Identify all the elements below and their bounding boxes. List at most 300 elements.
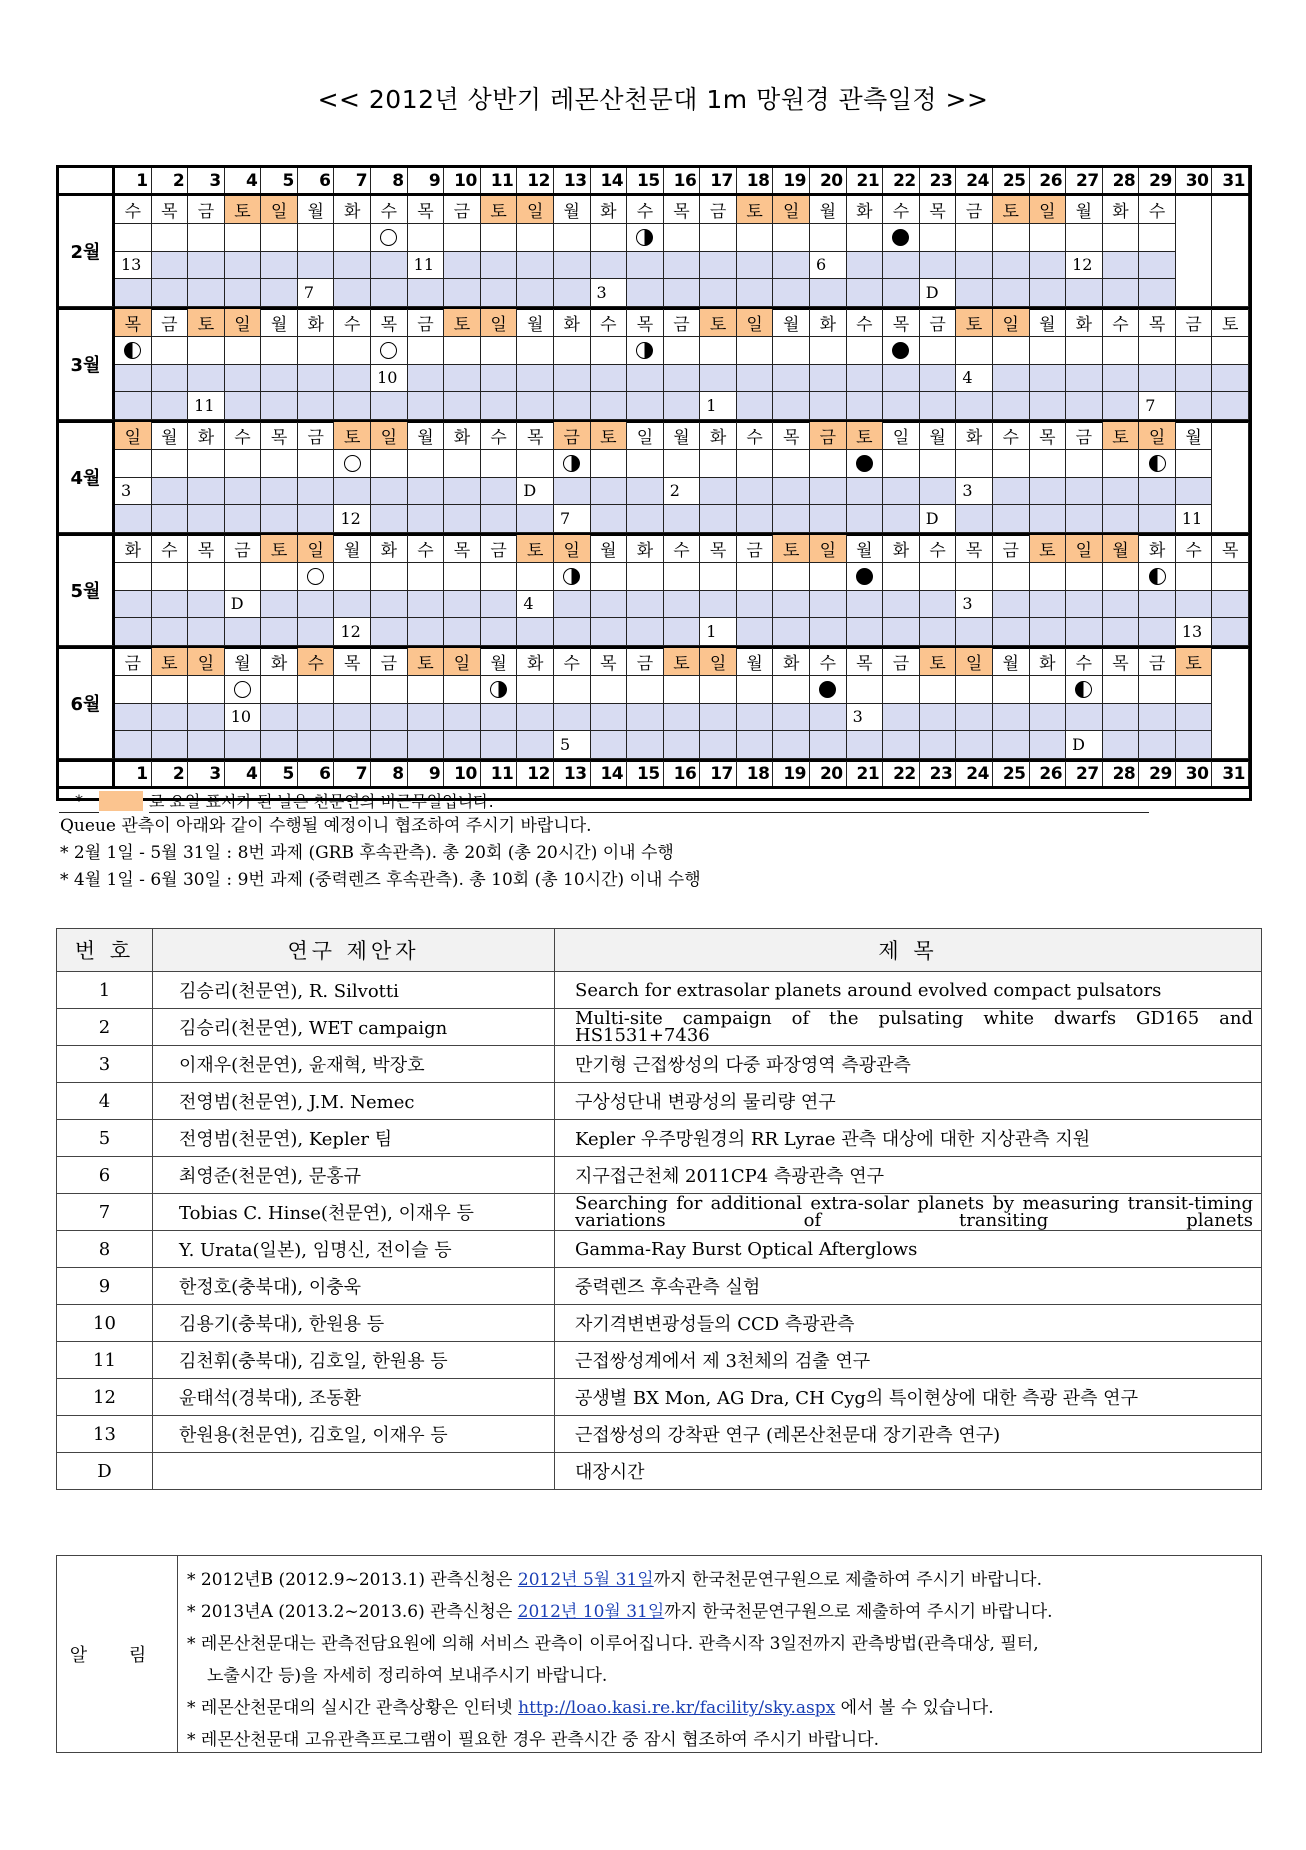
moon-phase-cell bbox=[444, 676, 481, 704]
table-row bbox=[57, 1009, 1262, 1046]
schedule-cell bbox=[847, 591, 884, 619]
queue-line: * 4월 1일 - 6월 30일 : 9번 과제 (중력렌즈 후속관측). 총 10회 (총 10시간) 이내 수행 bbox=[60, 870, 701, 890]
moon-fq-icon bbox=[563, 568, 580, 585]
weekday-cell: 목 bbox=[700, 535, 737, 563]
moon-phase-cell bbox=[883, 450, 920, 478]
schedule-cell bbox=[444, 704, 481, 732]
schedule-cell bbox=[1139, 731, 1176, 759]
weekday-cell: 토 bbox=[737, 196, 774, 224]
table-row bbox=[57, 1120, 1262, 1157]
schedule-cell bbox=[225, 392, 262, 420]
schedule-cell bbox=[1030, 392, 1067, 420]
schedule-cell bbox=[591, 365, 628, 393]
moon-lq-icon bbox=[1075, 681, 1092, 698]
moon-phase-cell bbox=[847, 563, 884, 591]
schedule-cell bbox=[1030, 731, 1067, 759]
deadline-link[interactable]: 2012년 10월 31일 bbox=[517, 1602, 665, 1622]
table-row bbox=[57, 1083, 1262, 1120]
moon-phase-cell bbox=[627, 563, 664, 591]
schedule-cell bbox=[664, 505, 701, 533]
moon-phase-cell bbox=[298, 450, 335, 478]
schedule-cell bbox=[993, 731, 1030, 759]
moon-phase-cell bbox=[700, 337, 737, 365]
moon-phase-cell bbox=[1030, 450, 1067, 478]
weekday-cell: 월 bbox=[847, 535, 884, 563]
calendar-header-day-number: 14 bbox=[591, 168, 628, 194]
calendar-footer-day-number: 4 bbox=[225, 761, 262, 787]
moon-phase-cell bbox=[1066, 337, 1103, 365]
calendar-footer-day-number: 12 bbox=[517, 761, 554, 787]
moon-new-icon bbox=[856, 455, 873, 472]
moon-phase-cell bbox=[408, 676, 445, 704]
moon-full-icon bbox=[307, 568, 324, 585]
schedule-cell: D bbox=[517, 478, 554, 506]
weekday-cell: 목 bbox=[591, 648, 628, 676]
schedule-cell bbox=[591, 591, 628, 619]
schedule-cell bbox=[334, 365, 371, 393]
weekday-cell: 금 bbox=[810, 422, 847, 450]
weekday-cell: 금 bbox=[993, 535, 1030, 563]
moon-phase-cell bbox=[408, 450, 445, 478]
schedule-cell bbox=[920, 365, 957, 393]
schedule-cell bbox=[225, 505, 262, 533]
weekday-cell: 수 bbox=[371, 196, 408, 224]
schedule-cell bbox=[737, 252, 774, 280]
moon-phase-cell bbox=[188, 450, 225, 478]
schedule-cell bbox=[1103, 704, 1140, 732]
schedule-cell bbox=[700, 252, 737, 280]
weekday-cell: 수 bbox=[298, 648, 335, 676]
schedule-cell bbox=[444, 731, 481, 759]
schedule-cell: 11 bbox=[188, 392, 225, 420]
moon-phase-cell bbox=[920, 676, 957, 704]
weekday-cell: 월 bbox=[1030, 309, 1067, 337]
schedule-cell bbox=[115, 591, 152, 619]
schedule-cell bbox=[371, 704, 408, 732]
moon-phase-cell bbox=[115, 450, 152, 478]
moon-phase-cell bbox=[920, 224, 957, 252]
weekday-cell: 일 bbox=[554, 535, 591, 563]
notice-text: 에서 볼 수 있습니다. bbox=[835, 1698, 994, 1718]
moon-phase-cell bbox=[700, 450, 737, 478]
schedule-cell bbox=[517, 365, 554, 393]
schedule-cell bbox=[1103, 731, 1140, 759]
project-proposer: 한원용(천문연), 김호일, 이재우 등 bbox=[153, 1416, 555, 1453]
schedule-cell bbox=[444, 279, 481, 307]
schedule-cell bbox=[298, 392, 335, 420]
table-row bbox=[57, 972, 1262, 1009]
schedule-cell bbox=[1103, 392, 1140, 420]
weekday-cell: 수 bbox=[737, 422, 774, 450]
moon-phase-cell bbox=[737, 337, 774, 365]
moon-phase-cell bbox=[737, 224, 774, 252]
moon-phase-cell bbox=[225, 676, 262, 704]
weekday-cell: 화 bbox=[810, 309, 847, 337]
weekday-cell: 금 bbox=[664, 309, 701, 337]
schedule-cell bbox=[481, 365, 518, 393]
moon-phase-cell bbox=[591, 563, 628, 591]
schedule-cell bbox=[956, 252, 993, 280]
moon-fq-icon bbox=[563, 455, 580, 472]
header-number: 번 호 bbox=[57, 929, 153, 972]
moon-phase-cell bbox=[188, 676, 225, 704]
schedule-cell bbox=[773, 279, 810, 307]
moon-phase-cell bbox=[664, 450, 701, 478]
project-number: 10 bbox=[57, 1305, 153, 1342]
schedule-cell bbox=[1030, 505, 1067, 533]
schedule-cell bbox=[773, 618, 810, 646]
table-row bbox=[57, 1046, 1262, 1083]
schedule-cell bbox=[920, 731, 957, 759]
project-number: 9 bbox=[57, 1268, 153, 1305]
moon-phase-cell bbox=[1103, 676, 1140, 704]
weekday-cell: 수 bbox=[664, 535, 701, 563]
moon-phase-cell bbox=[188, 563, 225, 591]
moon-phase-cell bbox=[773, 337, 810, 365]
schedule-cell bbox=[737, 392, 774, 420]
notice-text: 까지 한국천문연구원으로 제출하여 주시기 바랍니다. bbox=[664, 1602, 1053, 1622]
moon-phase-cell bbox=[225, 337, 262, 365]
weekday-cell: 수 bbox=[1066, 648, 1103, 676]
schedule-cell bbox=[261, 618, 298, 646]
calendar-header-day-number: 8 bbox=[371, 168, 408, 194]
table-row bbox=[57, 1416, 1262, 1453]
project-title: 자기격변변광성들의 CCD 측광관측 bbox=[555, 1305, 1262, 1342]
weekday-cell: 월 bbox=[554, 196, 591, 224]
moon-full-icon bbox=[380, 342, 397, 359]
schedule-cell bbox=[444, 392, 481, 420]
schedule-cell bbox=[481, 392, 518, 420]
weekday-cell: 월 bbox=[298, 196, 335, 224]
schedule-cell bbox=[334, 392, 371, 420]
header-proposer: 연구 제안자 bbox=[153, 929, 555, 972]
schedule-cell bbox=[993, 505, 1030, 533]
schedule-cell bbox=[591, 478, 628, 506]
calendar-header-day-number: 5 bbox=[261, 168, 298, 194]
moon-phase-cell bbox=[883, 563, 920, 591]
calendar-header-day-number: 27 bbox=[1066, 168, 1103, 194]
project-proposer: 윤태석(경북대), 조동환 bbox=[153, 1379, 555, 1416]
weekday-cell: 토 bbox=[261, 535, 298, 563]
project-table bbox=[56, 928, 1262, 1490]
schedule-cell bbox=[920, 478, 957, 506]
calendar-footer-day-number: 8 bbox=[371, 761, 408, 787]
calendar-header-day-number: 31 bbox=[1212, 168, 1249, 194]
schedule-cell bbox=[956, 279, 993, 307]
project-title: Search for extrasolar planets around evolved compact pulsators bbox=[555, 972, 1262, 1009]
schedule-cell bbox=[517, 279, 554, 307]
schedule-cell bbox=[115, 505, 152, 533]
weekday-cell: 금 bbox=[371, 648, 408, 676]
moon-phase-cell bbox=[920, 337, 957, 365]
moon-phase-cell bbox=[152, 676, 189, 704]
moon-phase-cell bbox=[298, 676, 335, 704]
weekday-cell: 일 bbox=[444, 648, 481, 676]
schedule-cell bbox=[152, 279, 189, 307]
schedule-cell bbox=[1176, 392, 1213, 420]
schedule-cell bbox=[627, 731, 664, 759]
schedule-cell bbox=[261, 731, 298, 759]
project-title: 근접쌍성계에서 제 3천체의 검출 연구 bbox=[555, 1342, 1262, 1379]
schedule-cell bbox=[517, 252, 554, 280]
schedule-cell: 1 bbox=[700, 618, 737, 646]
schedule-cell: 10 bbox=[371, 365, 408, 393]
schedule-cell bbox=[664, 365, 701, 393]
moon-full-icon bbox=[380, 229, 397, 246]
schedule-cell bbox=[152, 365, 189, 393]
weekday-cell: 토 bbox=[700, 309, 737, 337]
schedule-cell bbox=[847, 505, 884, 533]
weekday-cell: 일 bbox=[993, 309, 1030, 337]
moon-phase-cell bbox=[1030, 224, 1067, 252]
schedule-cell bbox=[847, 618, 884, 646]
weekday-cell: 금 bbox=[1066, 422, 1103, 450]
schedule-cell bbox=[554, 252, 591, 280]
schedule-cell bbox=[152, 591, 189, 619]
weekday-cell: 수 bbox=[1176, 535, 1213, 563]
schedule-cell: 3 bbox=[956, 478, 993, 506]
moon-phase-cell bbox=[554, 676, 591, 704]
empty-cell bbox=[1212, 422, 1249, 533]
weekday-cell: 수 bbox=[481, 422, 518, 450]
moon-phase-cell bbox=[225, 563, 262, 591]
notice-line bbox=[187, 1596, 1253, 1628]
schedule-cell bbox=[883, 392, 920, 420]
schedule-cell bbox=[517, 731, 554, 759]
weekday-cell: 수 bbox=[1103, 309, 1140, 337]
schedule-cell bbox=[993, 392, 1030, 420]
schedule-cell bbox=[152, 392, 189, 420]
weekday-cell: 일 bbox=[1066, 535, 1103, 563]
schedule-cell bbox=[773, 392, 810, 420]
moon-phase-cell bbox=[371, 676, 408, 704]
moon-phase-cell bbox=[554, 563, 591, 591]
schedule-cell bbox=[261, 252, 298, 280]
moon-phase-cell bbox=[371, 337, 408, 365]
moon-phase-cell bbox=[481, 563, 518, 591]
weekday-cell: 일 bbox=[371, 422, 408, 450]
weekday-cell: 일 bbox=[700, 648, 737, 676]
schedule-cell bbox=[591, 252, 628, 280]
schedule-cell bbox=[1176, 478, 1213, 506]
schedule-cell: D bbox=[225, 591, 262, 619]
schedule-cell bbox=[1030, 591, 1067, 619]
weekday-cell: 월 bbox=[517, 309, 554, 337]
weekday-cell: 화 bbox=[847, 196, 884, 224]
weekday-cell: 수 bbox=[334, 309, 371, 337]
schedule-cell bbox=[554, 279, 591, 307]
schedule-cell bbox=[554, 478, 591, 506]
moon-phase-cell bbox=[956, 337, 993, 365]
moon-new-icon bbox=[856, 568, 873, 585]
calendar-header-day-number: 16 bbox=[664, 168, 701, 194]
weekday-cell: 수 bbox=[152, 535, 189, 563]
schedule-cell bbox=[517, 618, 554, 646]
weekday-cell: 목 bbox=[664, 196, 701, 224]
table-row bbox=[57, 1231, 1262, 1268]
schedule-cell bbox=[225, 279, 262, 307]
schedule-cell bbox=[627, 365, 664, 393]
moon-phase-cell bbox=[1066, 563, 1103, 591]
schedule-cell bbox=[664, 392, 701, 420]
calendar-footer-day-number: 28 bbox=[1103, 761, 1140, 787]
schedule-cell bbox=[1176, 731, 1213, 759]
weekday-cell: 토 bbox=[956, 309, 993, 337]
moon-phase-cell bbox=[847, 224, 884, 252]
moon-phase-cell bbox=[334, 337, 371, 365]
schedule-cell bbox=[261, 591, 298, 619]
schedule-cell bbox=[627, 478, 664, 506]
schedule-cell: 5 bbox=[554, 731, 591, 759]
schedule-cell bbox=[700, 478, 737, 506]
schedule-cell bbox=[627, 392, 664, 420]
schedule-cell bbox=[444, 252, 481, 280]
schedule-cell bbox=[810, 365, 847, 393]
schedule-cell bbox=[773, 591, 810, 619]
schedule-cell bbox=[1139, 591, 1176, 619]
schedule-cell bbox=[883, 365, 920, 393]
schedule-cell bbox=[773, 505, 810, 533]
notice-text: * 레몬산천문대의 실시간 관측상황은 인터넷 bbox=[187, 1698, 519, 1718]
schedule-cell bbox=[298, 704, 335, 732]
empty-cell bbox=[1212, 196, 1249, 307]
calendar-footer-day-number: 3 bbox=[188, 761, 225, 787]
weekday-cell: 일 bbox=[188, 648, 225, 676]
weekday-cell: 토 bbox=[664, 648, 701, 676]
schedule-cell bbox=[1103, 505, 1140, 533]
calendar-footer-day-number: 18 bbox=[737, 761, 774, 787]
weekday-cell: 금 bbox=[481, 535, 518, 563]
moon-phase-cell bbox=[188, 337, 225, 365]
schedule-cell bbox=[993, 478, 1030, 506]
calendar-footer-day-number: 14 bbox=[591, 761, 628, 787]
schedule-cell bbox=[737, 704, 774, 732]
weekday-cell: 토 bbox=[1030, 535, 1067, 563]
weekday-cell: 토 bbox=[1103, 422, 1140, 450]
calendar-header-day-number: 11 bbox=[481, 168, 518, 194]
schedule-cell bbox=[334, 478, 371, 506]
weekday-cell: 월 bbox=[1066, 196, 1103, 224]
project-title: 만기형 근접쌍성의 다중 파장영역 측광관측 bbox=[555, 1046, 1262, 1083]
schedule-cell bbox=[1139, 252, 1176, 280]
schedule-cell bbox=[371, 591, 408, 619]
schedule-cell bbox=[664, 591, 701, 619]
moon-phase-cell bbox=[1103, 337, 1140, 365]
calendar-header-day-number: 26 bbox=[1030, 168, 1067, 194]
calendar-header-day-number: 25 bbox=[993, 168, 1030, 194]
schedule-cell bbox=[261, 392, 298, 420]
schedule-cell bbox=[993, 591, 1030, 619]
weekday-cell: 수 bbox=[627, 196, 664, 224]
calendar-header-day-number: 17 bbox=[700, 168, 737, 194]
weekday-cell: 금 bbox=[225, 535, 262, 563]
moon-phase-cell bbox=[408, 337, 445, 365]
moon-phase-cell bbox=[152, 337, 189, 365]
schedule-cell bbox=[773, 365, 810, 393]
schedule-cell bbox=[298, 618, 335, 646]
schedule-cell bbox=[225, 731, 262, 759]
moon-phase-cell bbox=[591, 450, 628, 478]
moon-phase-cell bbox=[115, 337, 152, 365]
weekday-cell: 화 bbox=[883, 535, 920, 563]
calendar-header-day-number: 6 bbox=[298, 168, 335, 194]
moon-phase-cell bbox=[298, 224, 335, 252]
moon-phase-cell bbox=[334, 563, 371, 591]
project-number: 7 bbox=[57, 1194, 153, 1231]
weekday-cell: 일 bbox=[773, 196, 810, 224]
calendar-footer-day-number: 19 bbox=[773, 761, 810, 787]
schedule-cell: 10 bbox=[225, 704, 262, 732]
moon-phase-cell bbox=[993, 563, 1030, 591]
moon-fq-icon bbox=[636, 229, 653, 246]
deadline-link[interactable]: 2012년 5월 31일 bbox=[517, 1570, 654, 1590]
weekday-cell: 월 bbox=[481, 648, 518, 676]
schedule-cell bbox=[152, 478, 189, 506]
schedule-cell bbox=[847, 252, 884, 280]
schedule-cell bbox=[1176, 591, 1213, 619]
calendar-header-day-number: 13 bbox=[554, 168, 591, 194]
table-row bbox=[57, 1268, 1262, 1305]
notice-line: * 레몬산천문대는 관측전담요원에 의해 서비스 관측이 이루어집니다. 관측시작 3일전까지 관측방법(관측대상, 필터, bbox=[187, 1634, 1039, 1654]
schedule-cell bbox=[883, 618, 920, 646]
moon-phase-cell bbox=[334, 450, 371, 478]
sky-url-link[interactable]: http://loao.kasi.re.kr/facility/sky.aspx bbox=[518, 1698, 836, 1718]
moon-phase-cell bbox=[1066, 676, 1103, 704]
weekday-cell: 일 bbox=[517, 196, 554, 224]
weekday-cell: 금 bbox=[1176, 309, 1213, 337]
weekday-cell: 화 bbox=[298, 309, 335, 337]
moon-phase-cell bbox=[773, 224, 810, 252]
weekday-cell: 화 bbox=[261, 648, 298, 676]
schedule-cell bbox=[1103, 591, 1140, 619]
calendar-header-day-number: 20 bbox=[810, 168, 847, 194]
schedule-cell bbox=[1139, 704, 1176, 732]
schedule-cell bbox=[554, 365, 591, 393]
weekday-cell: 수 bbox=[920, 535, 957, 563]
weekday-cell: 일 bbox=[810, 535, 847, 563]
schedule-cell bbox=[591, 704, 628, 732]
schedule-cell bbox=[481, 478, 518, 506]
schedule-cell bbox=[371, 279, 408, 307]
calendar-footer-day-number: 26 bbox=[1030, 761, 1067, 787]
calendar-footer-day-number: 29 bbox=[1139, 761, 1176, 787]
schedule-cell bbox=[408, 591, 445, 619]
table-row bbox=[57, 1157, 1262, 1194]
moon-phase-cell bbox=[1176, 450, 1213, 478]
schedule-cell bbox=[371, 252, 408, 280]
project-title: 지구접근천체 2011CP4 측광관측 연구 bbox=[555, 1157, 1262, 1194]
schedule-cell bbox=[700, 505, 737, 533]
schedule-cell bbox=[591, 731, 628, 759]
weekday-cell: 목 bbox=[1030, 422, 1067, 450]
moon-phase-cell bbox=[115, 563, 152, 591]
moon-phase-cell bbox=[1103, 224, 1140, 252]
calendar-header-day-number: 3 bbox=[188, 168, 225, 194]
project-proposer bbox=[153, 1453, 555, 1490]
moon-phase-cell bbox=[773, 450, 810, 478]
schedule-cell bbox=[1030, 279, 1067, 307]
weekday-cell: 월 bbox=[334, 535, 371, 563]
schedule-cell bbox=[956, 392, 993, 420]
schedule-cell bbox=[371, 731, 408, 759]
weekday-cell: 금 bbox=[152, 309, 189, 337]
moon-phase-cell bbox=[737, 450, 774, 478]
moon-phase-cell bbox=[517, 224, 554, 252]
calendar-header-day-number: 19 bbox=[773, 168, 810, 194]
schedule-cell bbox=[810, 618, 847, 646]
schedule-cell bbox=[627, 505, 664, 533]
schedule-cell bbox=[115, 365, 152, 393]
